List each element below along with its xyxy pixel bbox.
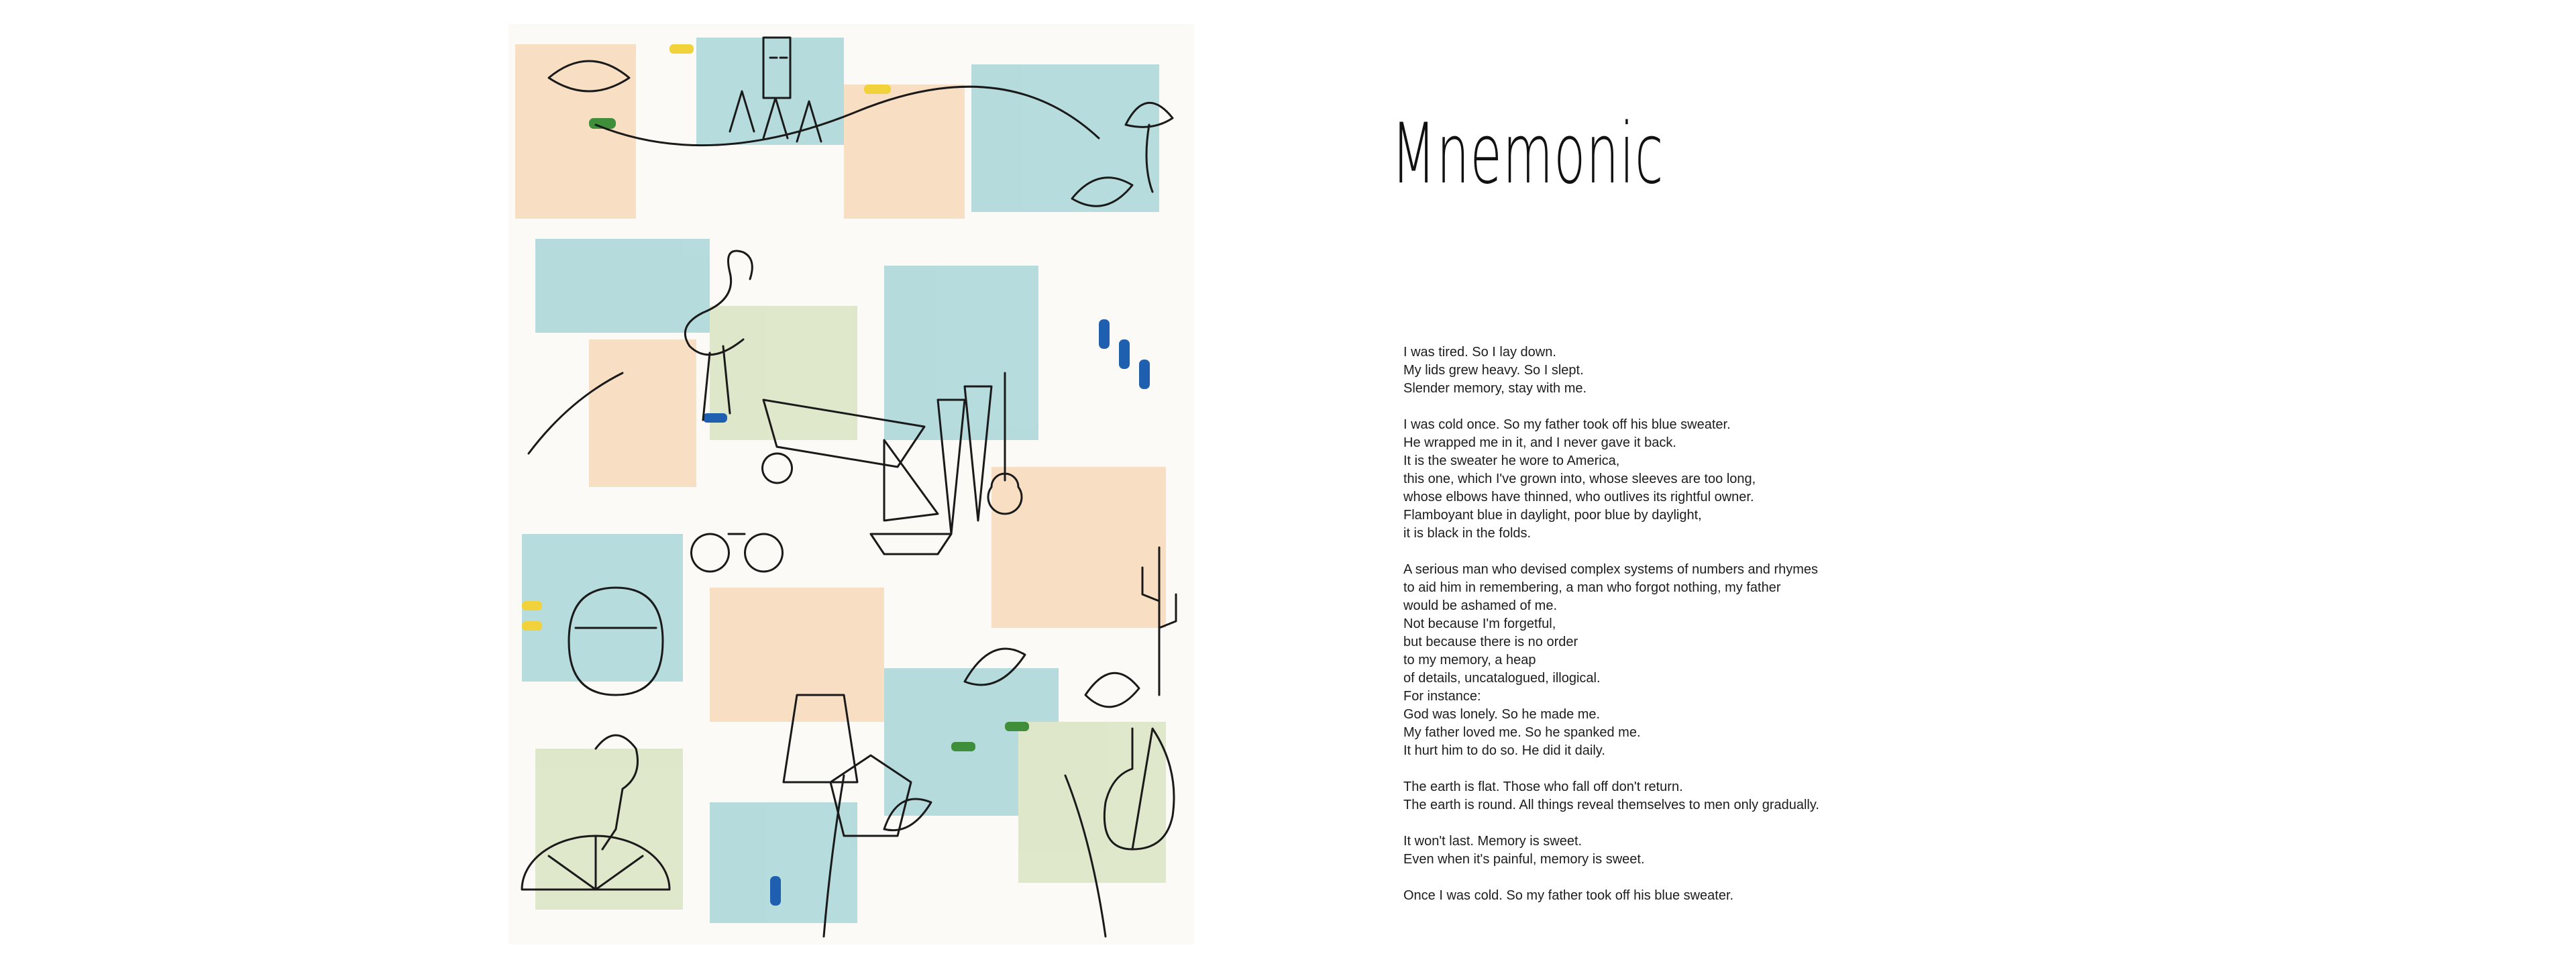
dab-yellow	[864, 85, 891, 94]
stanza	[1403, 343, 2007, 398]
poem-line: It won't last. Memory is sweet.	[1403, 834, 1582, 849]
poem-line: For instance:	[1403, 689, 1481, 704]
glasses	[692, 534, 783, 572]
poem-line: It hurt him to do so. He did it daily.	[1403, 743, 1605, 758]
wash-teal	[971, 64, 1159, 212]
wash-teal	[535, 239, 710, 333]
poem-line: A serious man who devised complex systems of numbers and rhymes	[1403, 562, 1819, 577]
ink-watercolor-drawing	[508, 24, 1194, 945]
dab-cobalt	[1139, 360, 1150, 389]
poem-line: God was lonely. So he made me.	[1403, 707, 1601, 722]
poem-line: Slender memory, stay with me.	[1403, 381, 1587, 396]
collage-illustration	[508, 24, 1194, 945]
poem-line: Once I was cold. So my father took off his blue sweater.	[1403, 888, 1734, 903]
dab-green	[1005, 722, 1029, 731]
stanza	[1403, 887, 2007, 905]
stanza	[1403, 833, 2007, 869]
poem-line: The earth is flat. Those who fall off don't return.	[1403, 780, 1683, 794]
stanza	[1403, 778, 2007, 814]
wash-peach	[589, 339, 696, 487]
dab-cobalt	[703, 413, 727, 423]
poem-line: He wrapped me in it, and I never gave it back.	[1403, 435, 1676, 450]
stanza	[1403, 416, 2007, 543]
wash-sage	[535, 749, 683, 910]
dab-cobalt	[1099, 319, 1110, 349]
poem-line: Flamboyant blue in daylight, poor blue by daylight,	[1403, 508, 1702, 523]
poem-line: it is black in the folds.	[1403, 526, 1532, 541]
wash-peach	[710, 588, 884, 722]
poem-title: Mnemonic	[1391, 106, 1664, 203]
poem-line: It is the sweater he wore to America,	[1403, 453, 1620, 468]
dab-yellow	[669, 44, 694, 54]
poem-line: Even when it's painful, memory is sweet.	[1403, 852, 1645, 867]
stanza	[1403, 561, 2007, 760]
poem-line: of details, uncatalogued, illogical.	[1403, 671, 1601, 686]
sailboat	[871, 440, 951, 554]
poem-line: I was tired. So I lay down.	[1403, 345, 1556, 360]
dab-yellow	[522, 621, 542, 631]
poem-line: to my memory, a heap	[1403, 653, 1536, 667]
poem-line: Not because I'm forgetful,	[1403, 616, 1556, 631]
wash-peach	[991, 467, 1166, 628]
dab-green	[951, 742, 975, 751]
poem-line: whose elbows have thinned, who outlives its rightful owner.	[1403, 490, 1754, 504]
poem-line: would be ashamed of me.	[1403, 598, 1558, 613]
poem-body	[1403, 343, 2007, 923]
dab-cobalt	[770, 876, 781, 906]
dab-yellow	[522, 601, 542, 610]
poem-line: I was cold once. So my father took off his blue sweater.	[1403, 417, 1731, 432]
poem-line: My lids grew heavy. So I slept.	[1403, 363, 1584, 378]
wash-teal	[696, 38, 844, 145]
wash-sage	[710, 306, 857, 440]
poem-line: to aid him in remembering, a man who forgot nothing, my father	[1403, 580, 1781, 595]
wash-teal	[522, 534, 683, 682]
poem-line: but because there is no order	[1403, 635, 1578, 649]
wash-peach	[844, 85, 965, 219]
dab-cobalt	[1119, 339, 1130, 369]
poem-line: The earth is round. All things reveal themselves to men only gradually.	[1403, 798, 1819, 812]
wash-teal	[884, 266, 1038, 440]
poem-line: My father loved me. So he spanked me.	[1403, 725, 1641, 740]
wash-sage	[1018, 722, 1166, 883]
poem-line: this one, which I've grown into, whose sleeves are too long,	[1403, 472, 1756, 486]
wash-teal	[710, 802, 857, 923]
